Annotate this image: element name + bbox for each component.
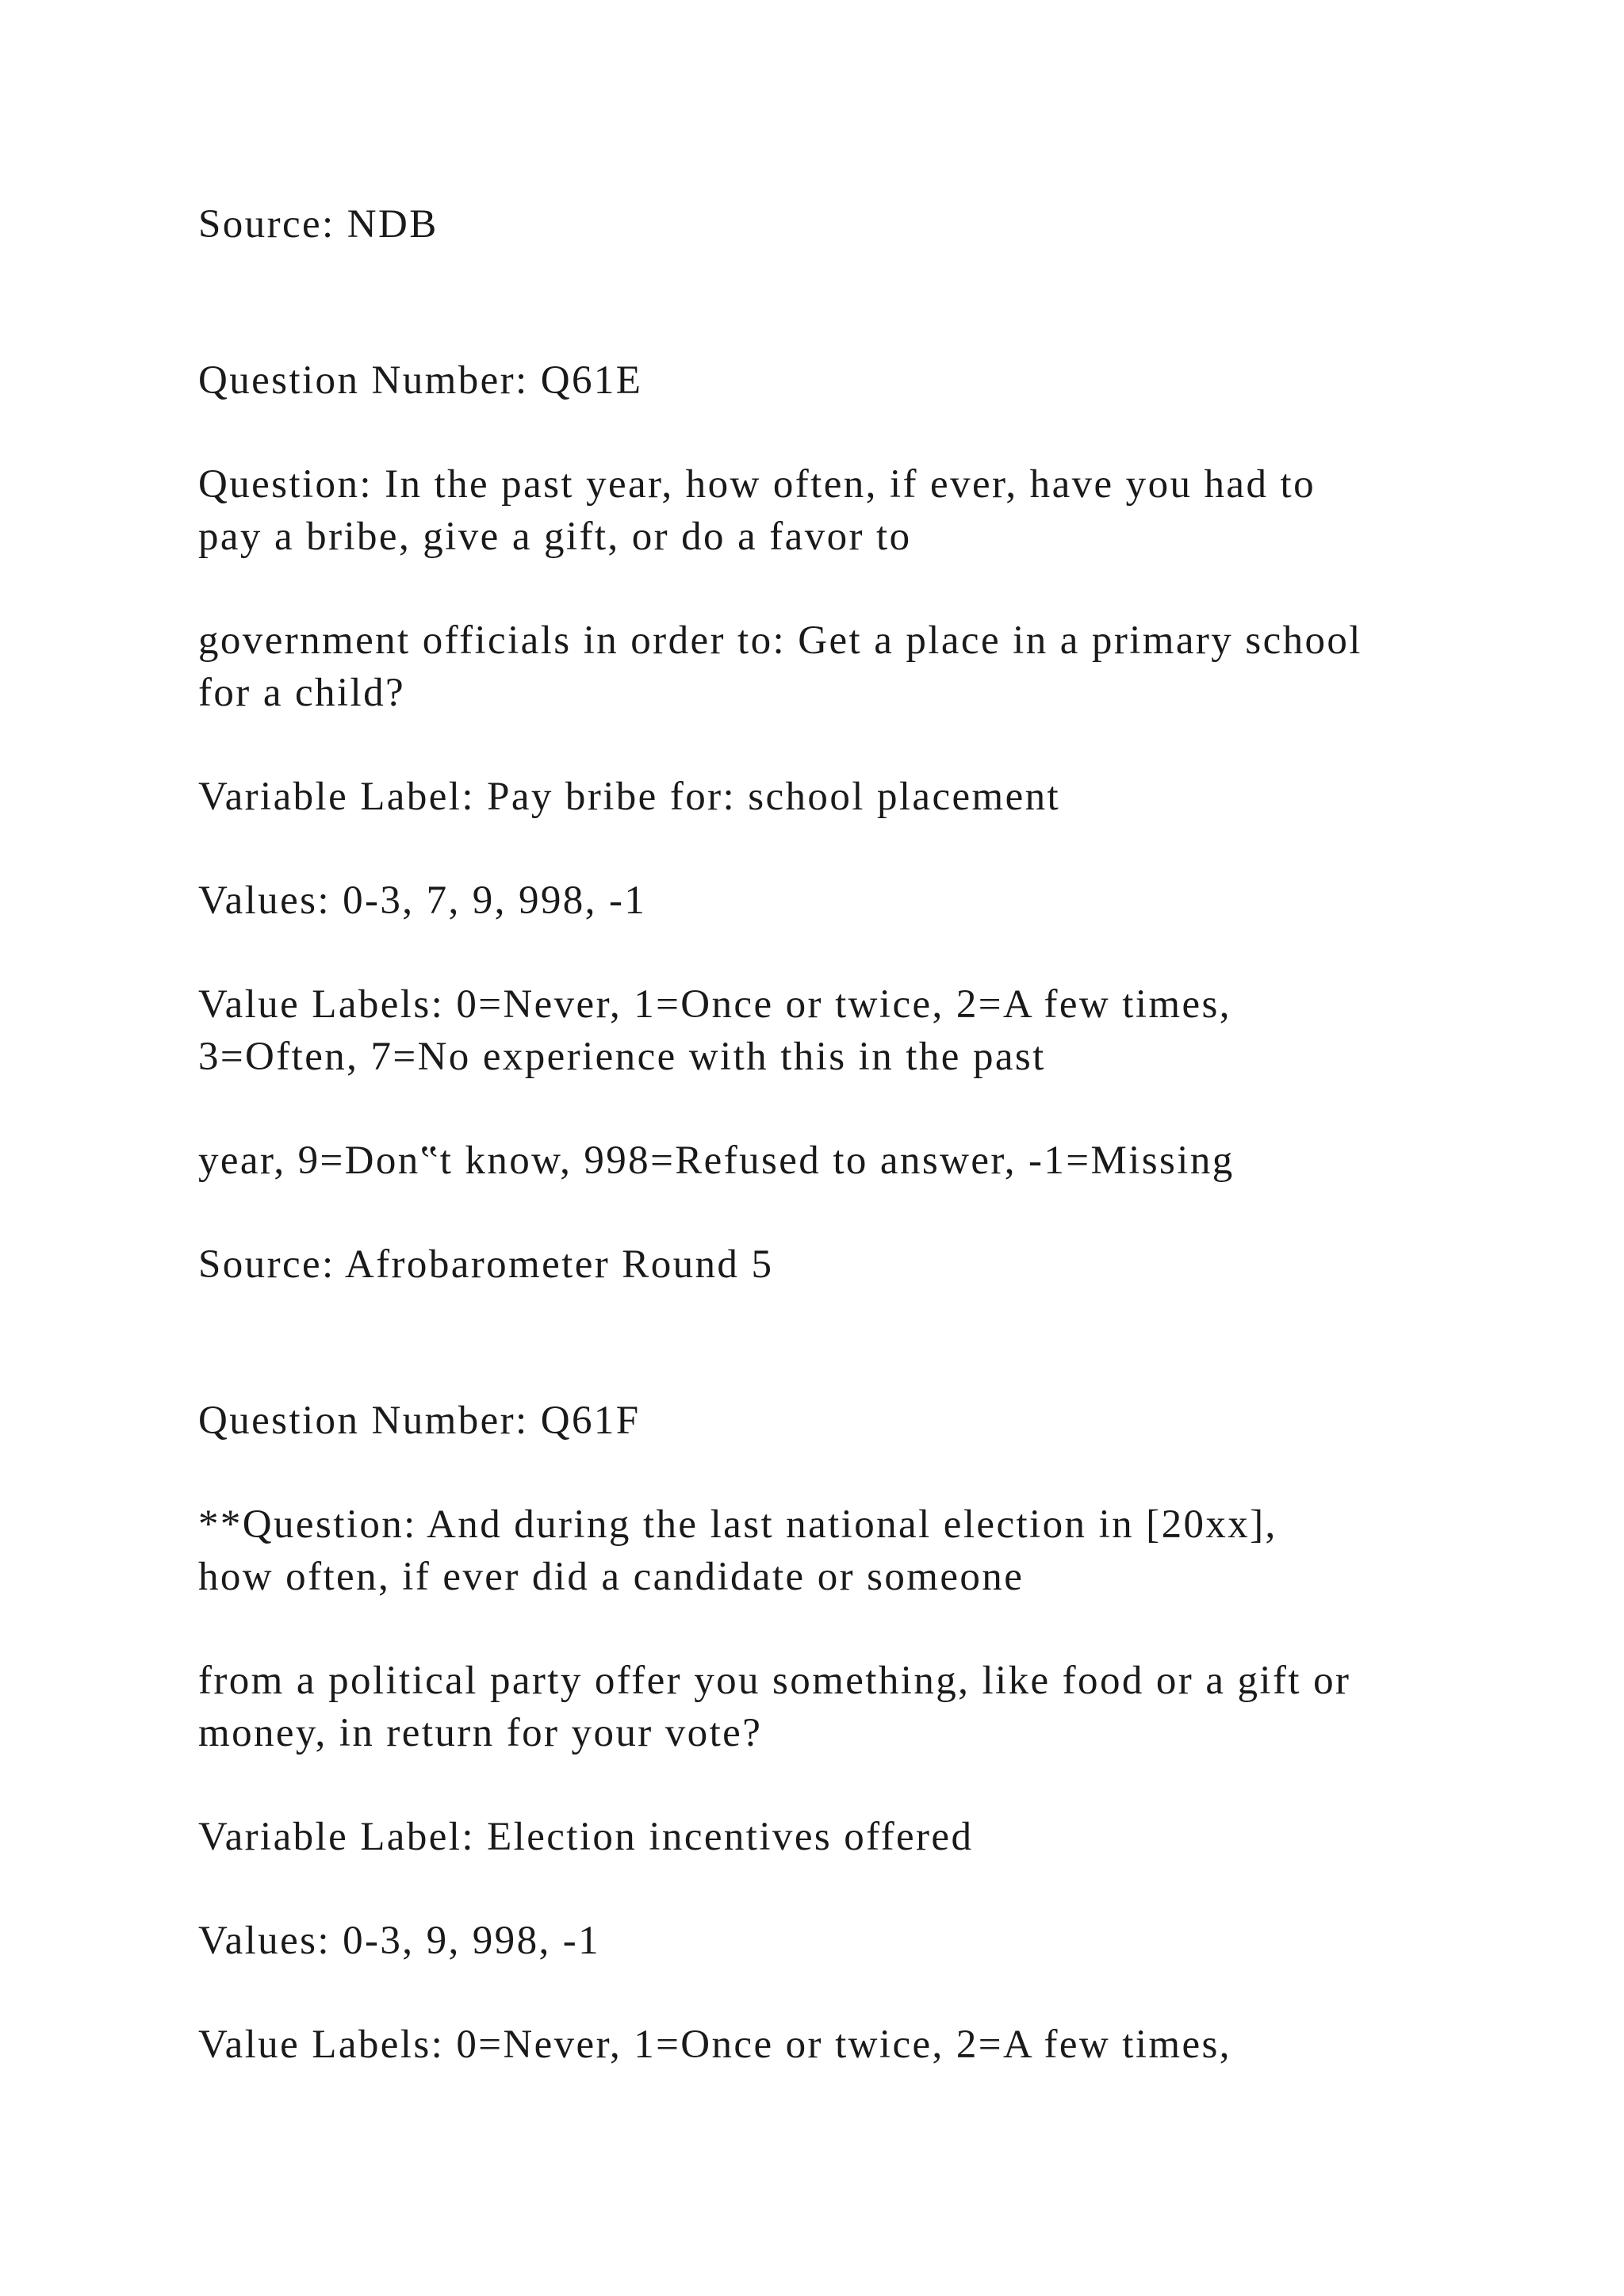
question-text-line: Question: In the past year, how often, if ever, have you had to: [198, 462, 1316, 507]
question-text-line: **Question: And during the last national election in [20xx],: [198, 1502, 1277, 1547]
source-line: Source: NDB: [198, 202, 439, 247]
question-text-line: how often, if ever did a candidate or someone: [198, 1555, 1025, 1599]
value-labels-line: Value Labels: 0=Never, 1=Once or twice, 2=A few times,: [198, 2022, 1231, 2067]
value-labels-line: 3=Often, 7=No experience with this in the past: [198, 1035, 1046, 1079]
question-number-line: Question Number: Q61F: [198, 1399, 641, 1443]
variable-label-line: Variable Label: Pay bribe for: school placement: [198, 775, 1061, 819]
value-labels-line: Value Labels: 0=Never, 1=Once or twice, 2=A few times,: [198, 982, 1231, 1027]
variable-label-line: Variable Label: Election incentives offered: [198, 1815, 974, 1859]
source-line: Source: Afrobarometer Round 5: [198, 1242, 774, 1287]
question-text-line: from a political party offer you something, like food or a gift or: [198, 1659, 1351, 1703]
values-line: Values: 0-3, 7, 9, 998, -1: [198, 878, 647, 923]
question-text-line: pay a bribe, give a gift, or do a favor to: [198, 515, 912, 559]
question-text-line: for a child?: [198, 671, 406, 715]
question-number-line: Question Number: Q61E: [198, 358, 643, 403]
question-text-line: money, in return for your vote?: [198, 1711, 763, 1755]
question-text-line: government officials in order to: Get a place in a primary school: [198, 618, 1362, 663]
values-line: Values: 0-3, 9, 998, -1: [198, 1919, 601, 1963]
value-labels-line: year, 9=Don‟t know, 998=Refused to answer, -1=Missing: [198, 1138, 1235, 1183]
